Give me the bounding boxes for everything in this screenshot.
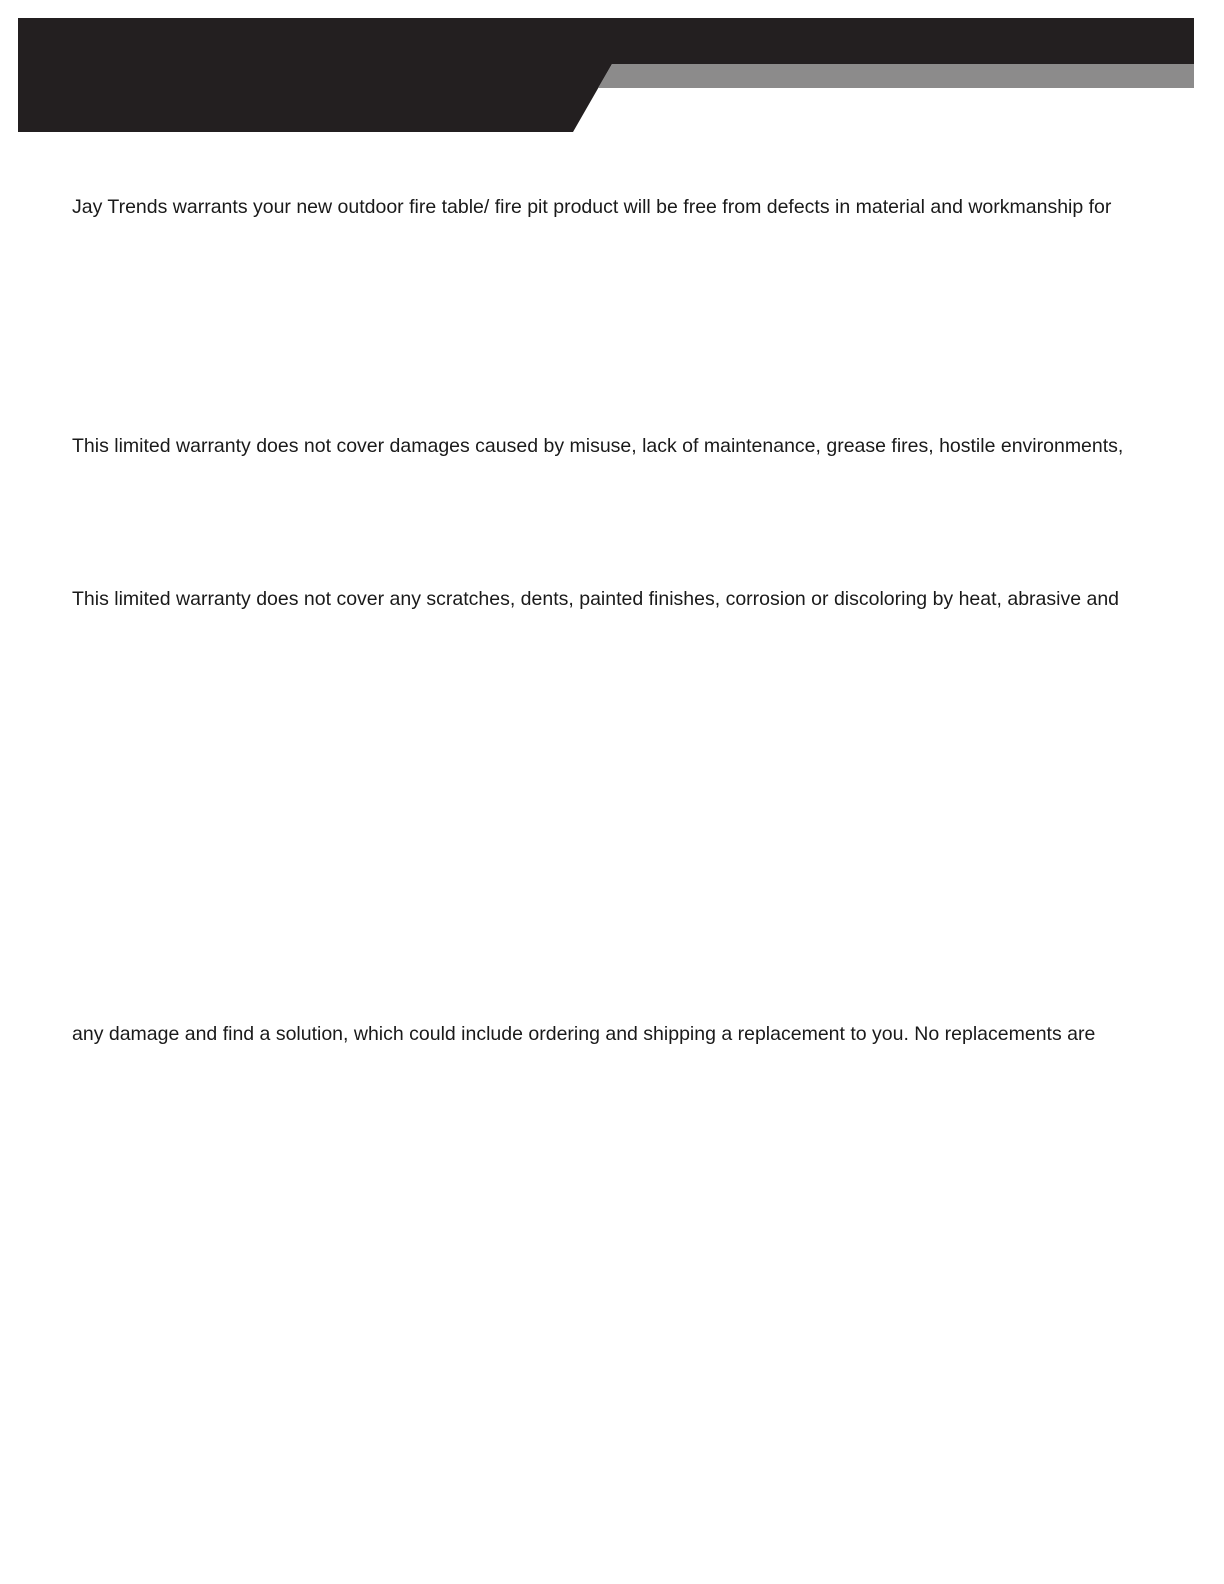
warranty-paragraph-replacement: any damage and find a solution, which could include ordering and shipping a replacement to you. No replacements are xyxy=(72,1023,1096,1045)
warranty-paragraph-cosmetic: This limited warranty does not cover any scratches, dents, painted finishes, corrosion or discoloring by heat, abrasive and xyxy=(72,588,1120,610)
warranty-paragraph-exclusions: This limited warranty does not cover damages caused by misuse, lack of maintenance, grease fires, hostile environments, xyxy=(72,435,1124,457)
header-banner xyxy=(0,0,1224,140)
header-grey-stripe xyxy=(598,64,1194,88)
warranty-paragraph-coverage: Jay Trends warrants your new outdoor fire table/ fire pit product will be free from defects in material and workmanship for xyxy=(72,196,1112,218)
